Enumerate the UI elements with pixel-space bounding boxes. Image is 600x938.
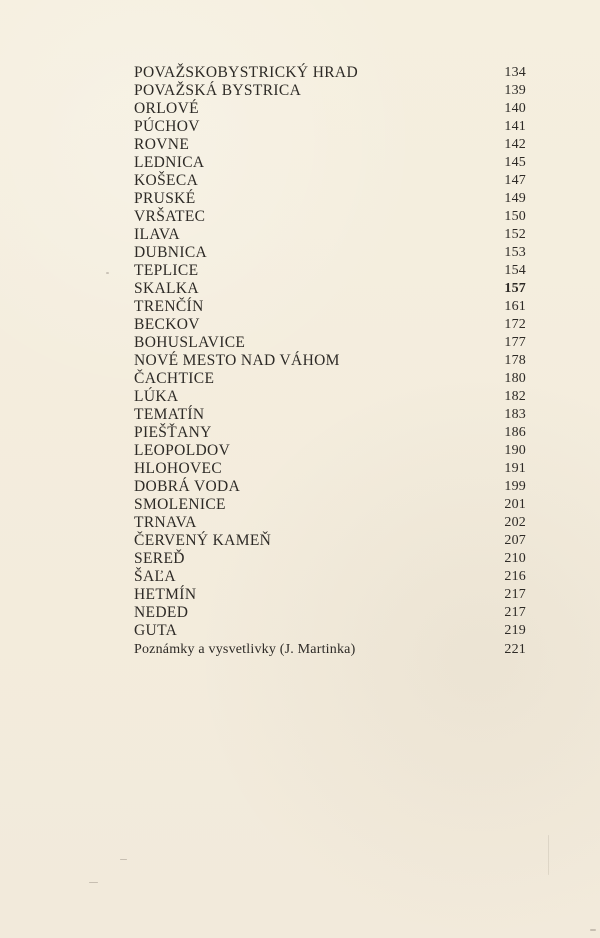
toc-entry	[134, 568, 526, 586]
toc-entry-page: 177	[504, 335, 526, 350]
toc-entry-page: 217	[504, 605, 526, 620]
toc-entry	[134, 550, 526, 568]
toc-entry-title: ILAVA	[134, 226, 180, 243]
toc-entry-title: HLOHOVEC	[134, 460, 223, 477]
toc-entry-title: SEREĎ	[134, 550, 185, 567]
toc-entry-title: TEMATÍN	[134, 406, 205, 423]
toc-entry	[134, 604, 526, 622]
toc-entry-title: ČACHTICE	[134, 370, 215, 387]
toc-entry-notes	[134, 641, 526, 659]
toc-entry	[134, 82, 526, 100]
toc-entry	[134, 370, 526, 388]
toc-entry	[134, 154, 526, 172]
toc-entry-title: LÚKA	[134, 388, 179, 405]
toc-entry-page: 141	[504, 119, 526, 134]
toc-entry-title: BECKOV	[134, 316, 200, 333]
toc-entry-page: 190	[504, 443, 526, 458]
toc-entry-title: DUBNICA	[134, 244, 208, 261]
toc-entry-title: LEOPOLDOV	[134, 442, 231, 459]
toc-entry-page: 216	[504, 569, 526, 584]
toc-entry-title: PRUSKÉ	[134, 190, 196, 207]
toc-entry-page: 145	[504, 155, 526, 170]
toc-entry	[134, 496, 526, 514]
toc-entry-page: 207	[504, 533, 526, 548]
toc-entry	[134, 424, 526, 442]
toc-entry	[134, 406, 526, 424]
toc-entry-page: 201	[504, 497, 526, 512]
toc-entry-title: GUTA	[134, 622, 178, 639]
toc-entry-title: VRŠATEC	[134, 208, 206, 225]
toc-entry-title: ŠAĽA	[134, 568, 176, 585]
toc-entry	[134, 514, 526, 532]
toc-entry-title: LEDNICA	[134, 154, 205, 171]
toc-entry	[134, 478, 526, 496]
paper-speck	[89, 882, 98, 883]
toc-entry	[134, 352, 526, 370]
toc-entry-title: BOHUSLAVICE	[134, 334, 246, 351]
toc-entry-page: 149	[504, 191, 526, 206]
table-of-contents	[134, 64, 526, 659]
toc-entry-page: 210	[504, 551, 526, 566]
toc-entry-page: 202	[504, 515, 526, 530]
toc-entry	[134, 388, 526, 406]
toc-entry-page: 199	[504, 479, 526, 494]
toc-entry-page: 140	[504, 101, 526, 116]
toc-entry-page: 217	[504, 587, 526, 602]
toc-entry-title: Poznámky a vysvetlivky (J. Martinka)	[134, 642, 356, 657]
toc-entry-title: ORLOVÉ	[134, 100, 199, 117]
toc-entry	[134, 586, 526, 604]
toc-entry-title: KOŠECA	[134, 172, 199, 189]
toc-entry-page: 172	[504, 317, 526, 332]
toc-entry-page: 191	[504, 461, 526, 476]
toc-entry-title: ROVNE	[134, 136, 190, 153]
toc-entry-page: 180	[504, 371, 526, 386]
toc-entry	[134, 172, 526, 190]
toc-entry	[134, 244, 526, 262]
toc-entry	[134, 118, 526, 136]
toc-entry-page: 142	[504, 137, 526, 152]
toc-entry-title: TRENČÍN	[134, 298, 204, 315]
toc-entry-page: 161	[504, 299, 526, 314]
toc-entry-title: PIEŠŤANY	[134, 424, 212, 441]
toc-entry	[134, 64, 526, 82]
toc-entry-title: TRNAVA	[134, 514, 197, 531]
toc-entry-page: 186	[504, 425, 526, 440]
toc-entry	[134, 100, 526, 118]
toc-entry-title: PÚCHOV	[134, 118, 200, 135]
toc-entry-page: 183	[504, 407, 526, 422]
toc-entry-page: 219	[504, 623, 526, 638]
toc-entry-page: 154	[504, 263, 526, 278]
toc-entry-title: SMOLENICE	[134, 496, 226, 513]
toc-entry	[134, 334, 526, 352]
toc-entry	[134, 442, 526, 460]
toc-entry-page: 150	[504, 209, 526, 224]
toc-entry-page: 134	[504, 65, 526, 80]
toc-entry	[134, 190, 526, 208]
toc-entry-page: 152	[504, 227, 526, 242]
paper-crease	[548, 835, 549, 875]
toc-entry-page: 139	[504, 83, 526, 98]
toc-entry-title: ČERVENÝ KAMEŇ	[134, 532, 272, 549]
toc-entry-title: HETMÍN	[134, 586, 197, 603]
toc-entry-page: 178	[504, 353, 526, 368]
toc-entry-title: DOBRÁ VODA	[134, 478, 241, 495]
toc-entry	[134, 460, 526, 478]
toc-entry	[134, 280, 526, 298]
toc-entry-title: NEDED	[134, 604, 189, 621]
toc-entry-page: 153	[504, 245, 526, 260]
toc-entry	[134, 136, 526, 154]
toc-entry	[134, 226, 526, 244]
toc-entry-title: POVAŽSKÁ BYSTRICA	[134, 82, 302, 99]
toc-entry-title: SKALKA	[134, 280, 199, 297]
toc-entry-page: 157	[504, 281, 526, 296]
toc-entry	[134, 532, 526, 550]
toc-entry	[134, 298, 526, 316]
toc-entry-title: POVAŽSKOBYSTRICKÝ HRAD	[134, 64, 359, 81]
toc-entry	[134, 262, 526, 280]
paper-speck	[590, 929, 596, 931]
paper-speck	[120, 859, 127, 860]
toc-entry-page: 221	[504, 642, 526, 657]
toc-entry-page: 147	[504, 173, 526, 188]
toc-entry-title: TEPLICE	[134, 262, 199, 279]
paper-speck	[106, 272, 109, 274]
toc-entry	[134, 622, 526, 640]
toc-entry-title: NOVÉ MESTO NAD VÁHOM	[134, 352, 340, 369]
toc-entry-page: 182	[504, 389, 526, 404]
toc-entry	[134, 316, 526, 334]
toc-entry	[134, 208, 526, 226]
